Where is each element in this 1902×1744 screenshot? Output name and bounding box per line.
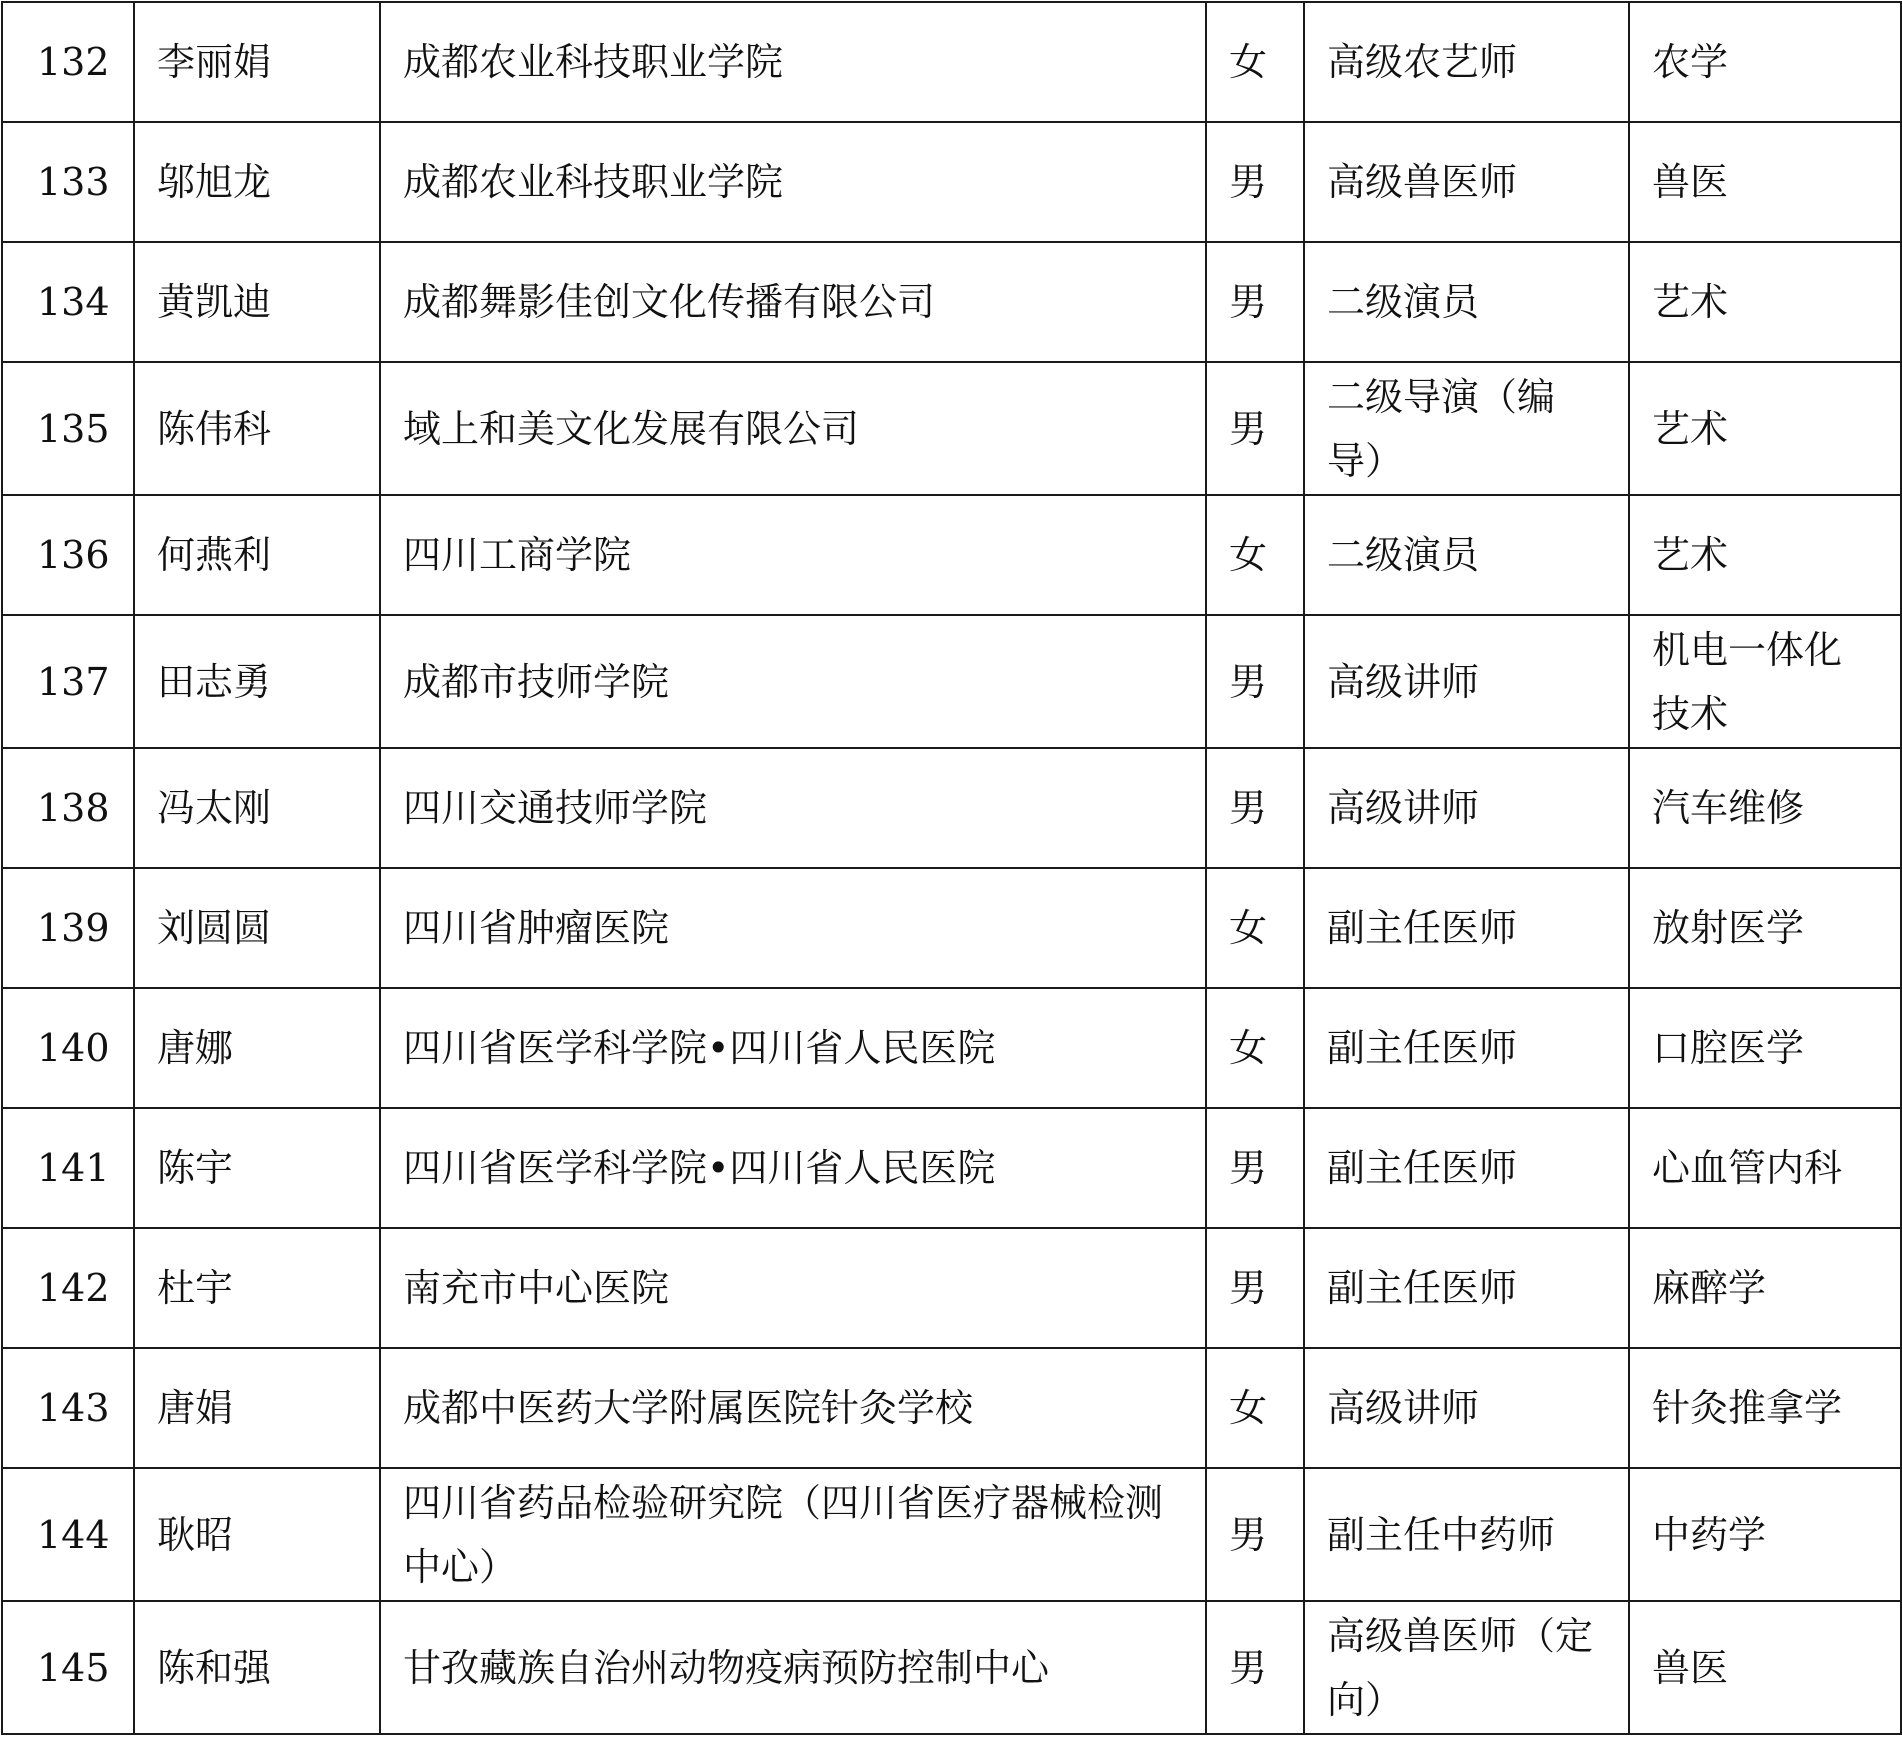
work-unit: 南充市中心医院 (380, 1228, 1206, 1348)
person-name: 李丽娟 (134, 2, 380, 122)
table-row (2, 362, 1901, 495)
person-name: 田志勇 (134, 615, 380, 748)
table-row (2, 615, 1901, 748)
gender: 男 (1206, 242, 1304, 362)
table-row (2, 1348, 1901, 1468)
work-unit: 成都农业科技职业学院 (380, 2, 1206, 122)
gender: 女 (1206, 2, 1304, 122)
specialty-field: 兽医 (1629, 122, 1901, 242)
table-row (2, 868, 1901, 988)
gender: 男 (1206, 1108, 1304, 1228)
professional-title: 高级讲师 (1304, 1348, 1629, 1468)
table-row (2, 988, 1901, 1108)
professional-title: 高级讲师 (1304, 748, 1629, 868)
professional-title: 副主任中药师 (1304, 1468, 1629, 1601)
specialty-field: 中药学 (1629, 1468, 1901, 1601)
work-unit: 四川省肿瘤医院 (380, 868, 1206, 988)
gender: 男 (1206, 1228, 1304, 1348)
gender: 男 (1206, 748, 1304, 868)
row-number: 142 (2, 1228, 134, 1348)
work-unit: 甘孜藏族自治州动物疫病预防控制中心 (380, 1601, 1206, 1734)
table-row (2, 748, 1901, 868)
specialty-field: 心血管内科 (1629, 1108, 1901, 1228)
table-row (2, 242, 1901, 362)
row-number: 143 (2, 1348, 134, 1468)
specialty-field: 机电一体化技术 (1629, 615, 1901, 748)
person-name: 唐娟 (134, 1348, 380, 1468)
professional-title: 高级农艺师 (1304, 2, 1629, 122)
person-name: 陈伟科 (134, 362, 380, 495)
professional-title: 副主任医师 (1304, 1228, 1629, 1348)
specialty-field: 针灸推拿学 (1629, 1348, 1901, 1468)
person-name: 陈和强 (134, 1601, 380, 1734)
work-unit: 四川省医学科学院•四川省人民医院 (380, 1108, 1206, 1228)
table-row (2, 1601, 1901, 1734)
specialty-field: 兽医 (1629, 1601, 1901, 1734)
professional-title: 高级兽医师（定向） (1304, 1601, 1629, 1734)
gender: 女 (1206, 495, 1304, 615)
specialty-field: 艺术 (1629, 242, 1901, 362)
table-row (2, 2, 1901, 122)
professional-title: 副主任医师 (1304, 1108, 1629, 1228)
person-name: 杜宇 (134, 1228, 380, 1348)
gender: 男 (1206, 362, 1304, 495)
table-row (2, 1108, 1901, 1228)
work-unit: 成都市技师学院 (380, 615, 1206, 748)
work-unit: 成都舞影佳创文化传播有限公司 (380, 242, 1206, 362)
table-row (2, 122, 1901, 242)
row-number: 139 (2, 868, 134, 988)
specialty-field: 口腔医学 (1629, 988, 1901, 1108)
work-unit: 四川交通技师学院 (380, 748, 1206, 868)
gender: 男 (1206, 1468, 1304, 1601)
specialty-field: 汽车维修 (1629, 748, 1901, 868)
row-number: 141 (2, 1108, 134, 1228)
specialty-field: 艺术 (1629, 362, 1901, 495)
table-row (2, 1468, 1901, 1601)
row-number: 144 (2, 1468, 134, 1601)
gender: 女 (1206, 1348, 1304, 1468)
personnel-table (1, 1, 1902, 1735)
person-name: 冯太刚 (134, 748, 380, 868)
row-number: 138 (2, 748, 134, 868)
specialty-field: 农学 (1629, 2, 1901, 122)
table-row (2, 1228, 1901, 1348)
person-name: 邬旭龙 (134, 122, 380, 242)
specialty-field: 艺术 (1629, 495, 1901, 615)
gender: 男 (1206, 1601, 1304, 1734)
gender: 男 (1206, 615, 1304, 748)
person-name: 何燕利 (134, 495, 380, 615)
gender: 男 (1206, 122, 1304, 242)
work-unit: 四川省药品检验研究院（四川省医疗器械检测中心） (380, 1468, 1206, 1601)
row-number: 135 (2, 362, 134, 495)
work-unit: 四川工商学院 (380, 495, 1206, 615)
person-name: 耿昭 (134, 1468, 380, 1601)
specialty-field: 放射医学 (1629, 868, 1901, 988)
row-number: 137 (2, 615, 134, 748)
table-row (2, 495, 1901, 615)
professional-title: 高级讲师 (1304, 615, 1629, 748)
row-number: 132 (2, 2, 134, 122)
person-name: 刘圆圆 (134, 868, 380, 988)
row-number: 145 (2, 1601, 134, 1734)
person-name: 陈宇 (134, 1108, 380, 1228)
specialty-field: 麻醉学 (1629, 1228, 1901, 1348)
professional-title: 高级兽医师 (1304, 122, 1629, 242)
work-unit: 域上和美文化发展有限公司 (380, 362, 1206, 495)
professional-title: 二级演员 (1304, 495, 1629, 615)
row-number: 134 (2, 242, 134, 362)
work-unit: 四川省医学科学院•四川省人民医院 (380, 988, 1206, 1108)
professional-title: 二级导演（编导） (1304, 362, 1629, 495)
professional-title: 副主任医师 (1304, 868, 1629, 988)
row-number: 136 (2, 495, 134, 615)
work-unit: 成都中医药大学附属医院针灸学校 (380, 1348, 1206, 1468)
professional-title: 二级演员 (1304, 242, 1629, 362)
work-unit: 成都农业科技职业学院 (380, 122, 1206, 242)
person-name: 唐娜 (134, 988, 380, 1108)
professional-title: 副主任医师 (1304, 988, 1629, 1108)
row-number: 140 (2, 988, 134, 1108)
gender: 女 (1206, 868, 1304, 988)
person-name: 黄凯迪 (134, 242, 380, 362)
gender: 女 (1206, 988, 1304, 1108)
row-number: 133 (2, 122, 134, 242)
